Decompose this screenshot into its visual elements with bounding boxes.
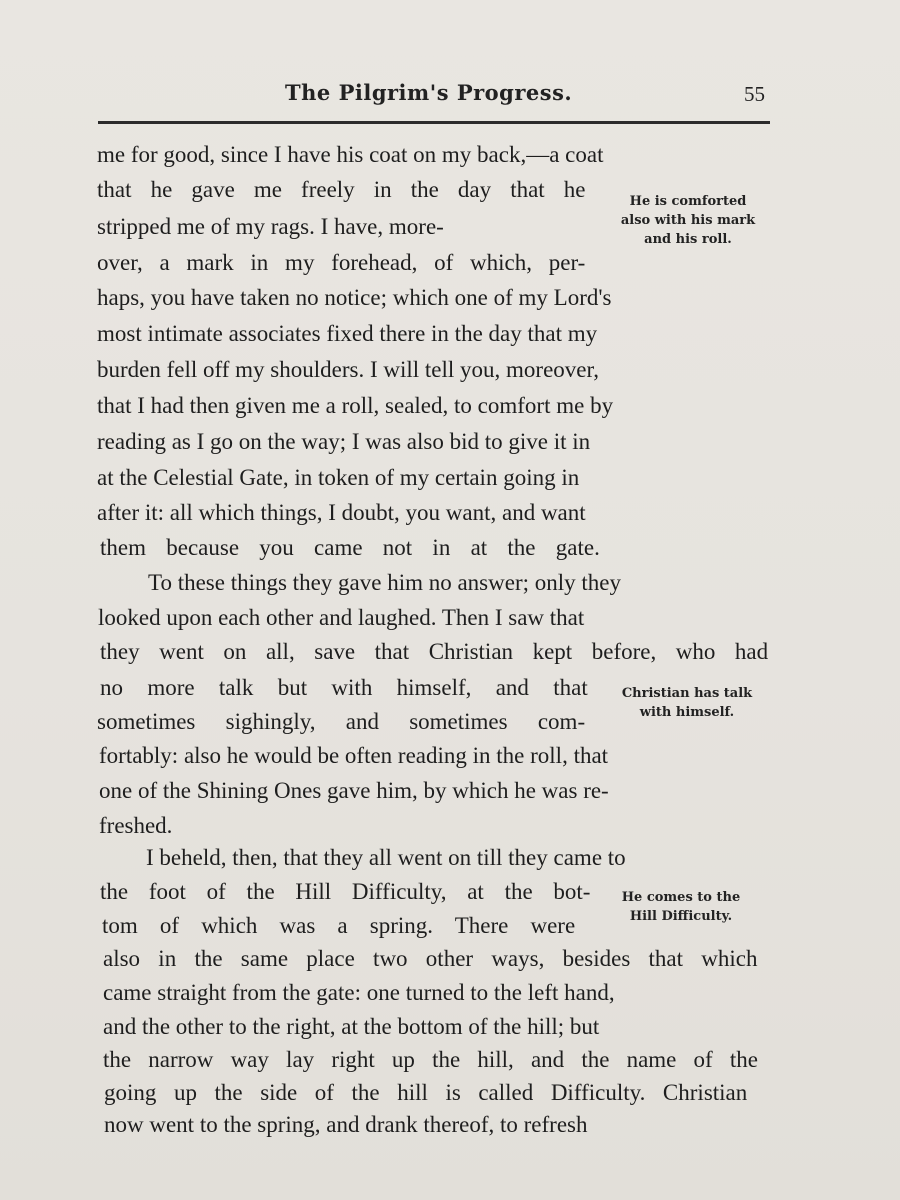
side-note-line: and his roll. xyxy=(644,232,732,247)
body-line: going up the side of the hill is called Difficulty. Christian xyxy=(104,1080,748,1105)
body-line: stripped me of my rags. I have, more- xyxy=(97,214,444,239)
body-line: tom of which was a spring. There were xyxy=(102,913,576,938)
side-note-christian-talk xyxy=(606,684,768,722)
side-note-line: Hill Difficulty. xyxy=(629,909,733,924)
body-line: most intimate associates fixed there in the day that my xyxy=(97,321,598,346)
body-line: fortably: also he would be often reading in the roll, that xyxy=(99,743,609,768)
body-line: came straight from the gate: one turned to the left hand, xyxy=(103,980,615,1005)
body-line: and the other to the right, at the bottom of the hill; but xyxy=(103,1014,600,1039)
side-note-hill-difficulty xyxy=(606,888,756,926)
body-line: now went to the spring, and drank thereof, to refresh xyxy=(104,1112,588,1137)
body-line: after it: all which things, I doubt, you want, and want xyxy=(97,500,586,525)
body-line: also in the same place two other ways, besides that which xyxy=(103,946,758,971)
side-note-line: also with his mark xyxy=(620,213,756,228)
body-line: the foot of the Hill Difficulty, at the bot- xyxy=(100,879,591,904)
body-line: the narrow way lay right up the hill, and the name of the xyxy=(103,1047,758,1072)
side-note-line: with himself. xyxy=(639,705,735,720)
side-note-line: He comes to the xyxy=(621,890,741,905)
body-line: they went on all, save that Christian kept before, who had xyxy=(100,639,769,664)
side-note-line: Christian has talk xyxy=(621,686,753,701)
body-line: freshed. xyxy=(99,813,173,838)
side-note-line: He is comforted xyxy=(629,194,747,209)
page-number: 55 xyxy=(744,82,765,106)
body-line: haps, you have taken no notice; which one of my Lord's xyxy=(97,285,612,310)
body-line: sometimes sighingly, and sometimes com- xyxy=(97,709,586,734)
body-line: that I had then given me a roll, sealed, to comfort me by xyxy=(97,393,614,418)
body-line: over, a mark in my forehead, of which, per- xyxy=(97,250,586,275)
body-line: at the Celestial Gate, in token of my certain going in xyxy=(97,465,580,490)
body-line: reading as I go on the way; I was also bid to give it in xyxy=(97,429,591,454)
body-line: me for good, since I have his coat on my back,—a coat xyxy=(97,142,604,167)
body-line: one of the Shining Ones gave him, by which he was re- xyxy=(99,778,609,803)
body-line: I beheld, then, that they all went on till they came to xyxy=(146,845,626,870)
body-line: To these things they gave him no answer; only they xyxy=(148,570,621,595)
header-rule xyxy=(98,121,770,124)
running-title: The Pilgrim's Progress. xyxy=(285,80,573,105)
body-line: no more talk but with himself, and that xyxy=(100,675,588,700)
body-line: burden fell off my shoulders. I will tell you, moreover, xyxy=(97,357,599,382)
body-line: looked upon each other and laughed. Then I saw that xyxy=(98,605,585,630)
side-note-comforted xyxy=(606,192,770,249)
body-line: them because you came not in at the gate. xyxy=(100,535,600,560)
body-line: that he gave me freely in the day that he xyxy=(97,177,586,202)
